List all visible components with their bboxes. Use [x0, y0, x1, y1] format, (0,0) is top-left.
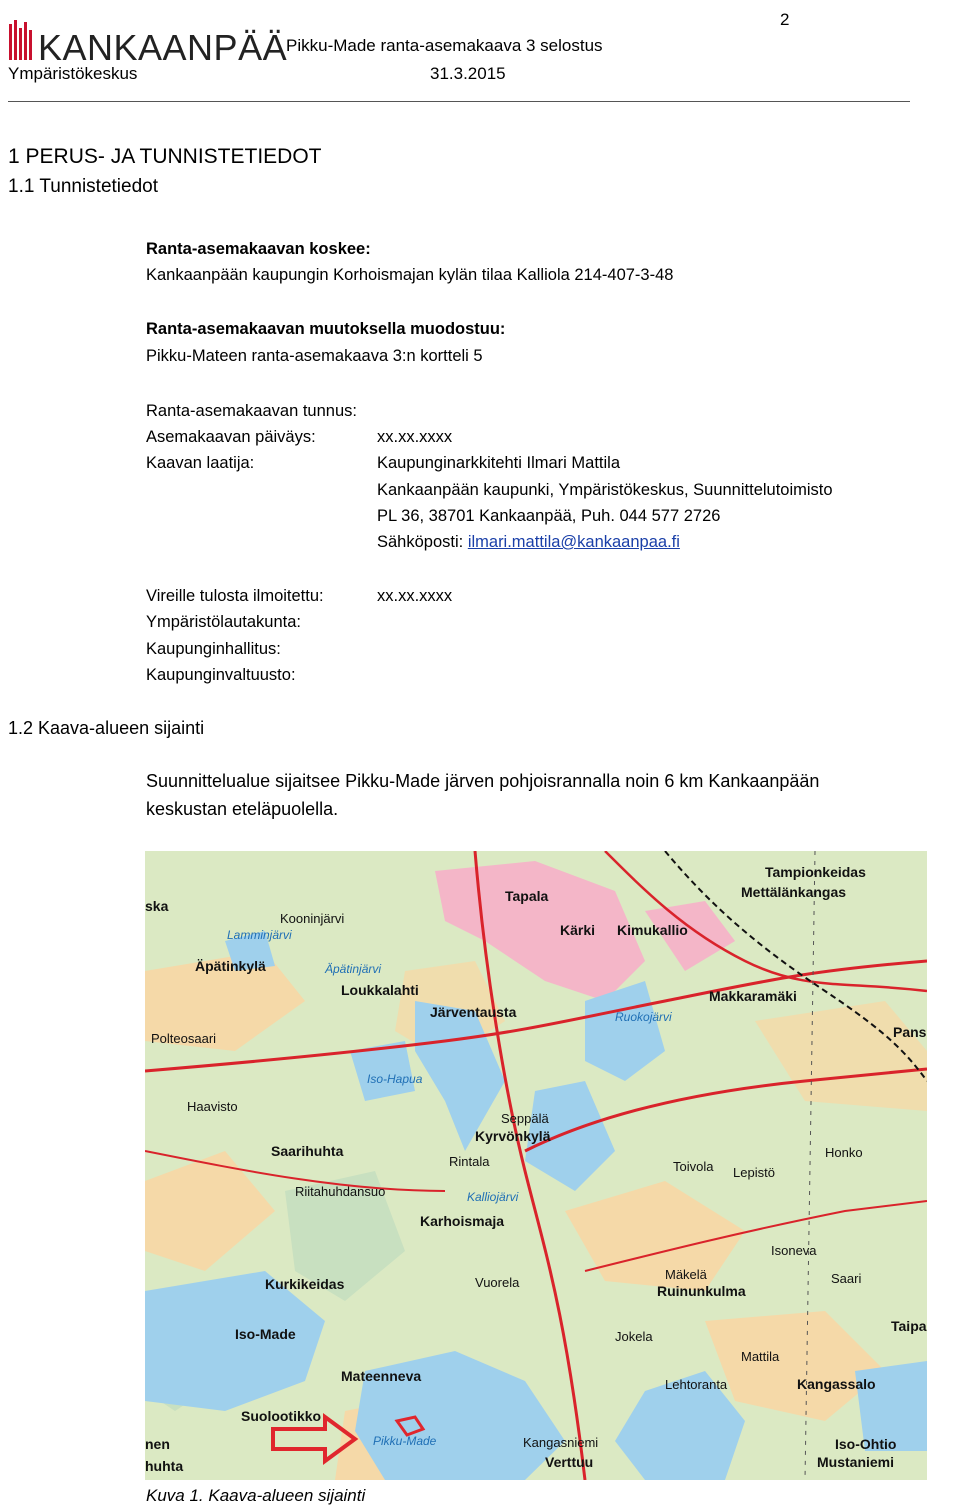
map-label: Kangasniemi [523, 1435, 599, 1450]
vireille-label: Vireille tulosta ilmoitettu: [146, 587, 324, 605]
paivays-label: Asemakaavan päiväys: [146, 428, 316, 446]
valtuusto-label: Kaupunginvaltuusto: [146, 666, 296, 684]
sub-heading: 1.1 Tunnistetiedot [8, 176, 158, 197]
map-label: Vuorela [475, 1275, 520, 1290]
map-label: Polteosaari [151, 1031, 217, 1046]
body-text: keskustan eteläpuolella. [146, 799, 339, 819]
map-label: Mustaniemi [817, 1454, 895, 1470]
logo-mark-icon [8, 18, 36, 62]
paivays-value: xx.xx.xxxx [377, 428, 453, 446]
map-label: Iso-Made [235, 1326, 296, 1342]
koskee-label: Ranta-asemakaavan koskee: [146, 240, 371, 258]
laatija-label: Kaavan laatija: [146, 454, 255, 472]
map-label: Verttuu [545, 1454, 594, 1470]
map-label: Isoneva [771, 1243, 817, 1258]
doc-title: Pikku-Made ranta-asemakaava 3 selostus [286, 36, 603, 55]
map-label: huhta [145, 1458, 184, 1474]
vireille-value: xx.xx.xxxx [377, 587, 453, 605]
map-label: Saarihuhta [271, 1143, 344, 1159]
doc-date: 31.3.2015 [430, 64, 506, 83]
figure-caption: Kuva 1. Kaava-alueen sijainti [146, 1486, 366, 1505]
map-label: Rintala [449, 1154, 490, 1169]
map-label: Äpätinkylä [195, 958, 266, 974]
kankaanpaa-logo [8, 18, 36, 67]
map-label: Tapala [505, 888, 549, 904]
map-label: Iso-Hapua [367, 1072, 423, 1086]
map-label: Taipa [891, 1318, 927, 1334]
email-line [377, 533, 680, 552]
map-label: Mateennevа [341, 1368, 422, 1384]
map-label: Kooninjärvi [280, 911, 345, 926]
map-label: Iso-Ohtio [835, 1436, 897, 1452]
email-link[interactable]: ilmari.mattila@kankaanpaa.fi [467, 533, 680, 551]
map-label: Saari [831, 1271, 862, 1286]
map-label: Toivola [673, 1159, 714, 1174]
map-label: Mattila [741, 1349, 780, 1364]
map-label: Kyrvönkylä [475, 1128, 551, 1144]
map-label: Järventausta [430, 1004, 517, 1020]
map-label: Lehtoranta [665, 1377, 728, 1392]
map-label: Suolootikko [241, 1408, 322, 1424]
section-heading: 1.2 Kaava-alueen sijainti [8, 718, 205, 738]
map-label: Kangassalo [797, 1376, 876, 1392]
map-label: Kurkikeidas [265, 1276, 345, 1292]
map-label: Karhoismaja [420, 1213, 505, 1229]
map-label: Jokela [615, 1329, 653, 1344]
laatija-line: Kankaanpään kaupunki, Ympäristökeskus, Suunnittelutoimisto [377, 481, 833, 499]
page-number: 2 [780, 10, 790, 29]
hallitus-label: Kaupunginhallitus: [146, 640, 281, 658]
muutos-label: Ranta-asemakaavan muutoksella muodostuu: [146, 320, 506, 338]
map-svg [145, 851, 927, 1480]
map-label: Tampionkeidas [765, 864, 866, 880]
map-label: Pans [893, 1024, 927, 1040]
section-heading: 1 PERUS- JA TUNNISTETIEDOT [8, 145, 322, 168]
map-label: nen [145, 1436, 170, 1452]
map-label: Honko [825, 1145, 863, 1160]
koskee-value: Kankaanpään kaupungin Korhoismajan kylän tilaa Kalliola 214-407-3-48 [146, 266, 674, 284]
map-label: Riitahuhdansuo [295, 1184, 386, 1199]
logo-text: KANKAANPÄÄ [38, 27, 288, 68]
header-divider [8, 101, 910, 102]
map-label: Loukkalahti [341, 982, 419, 998]
map-label: Pikku-Made [373, 1434, 437, 1448]
map-label: Äpätinjärvi [325, 962, 382, 976]
location-map [145, 851, 927, 1480]
map-label: Seppälä [501, 1111, 549, 1126]
tunnus-label: Ranta-asemakaavan tunnus: [146, 402, 357, 420]
laatija-line: Kaupunginarkkitehti Ilmari Mattila [377, 454, 621, 472]
map-label: Mettälänkangas [741, 884, 847, 900]
map-label: Haavisto [187, 1099, 238, 1114]
map-label: Ruokojärvi [615, 1010, 672, 1024]
map-label: Ruinunkulma [657, 1283, 746, 1299]
laatija-line: PL 36, 38701 Kankaanpää, Puh. 044 577 2726 [377, 507, 721, 525]
email-prefix: Sähköposti: [377, 533, 468, 551]
map-label: Lepistö [733, 1165, 775, 1180]
muutos-value: Pikku-Mateen ranta-asemakaava 3:n kortteli 5 [146, 347, 483, 365]
body-text: Suunnittelualue sijaitsee Pikku-Made järven pohjoisrannalla noin 6 km Kankaanpään [146, 771, 820, 791]
map-label: Kalliojärvi [467, 1190, 519, 1204]
map-label: Lamminjärvi [227, 928, 292, 942]
map-label: Mäkelä [665, 1267, 707, 1282]
map-label: Kärki [560, 922, 596, 938]
header-subtitle: Ympäristökeskus [8, 64, 138, 83]
map-label: Kimukallio [617, 922, 688, 938]
lautakunta-label: Ympäristölautakunta: [146, 613, 302, 631]
map-label: Makkaramäki [709, 988, 797, 1004]
map-label: ska [145, 898, 169, 914]
